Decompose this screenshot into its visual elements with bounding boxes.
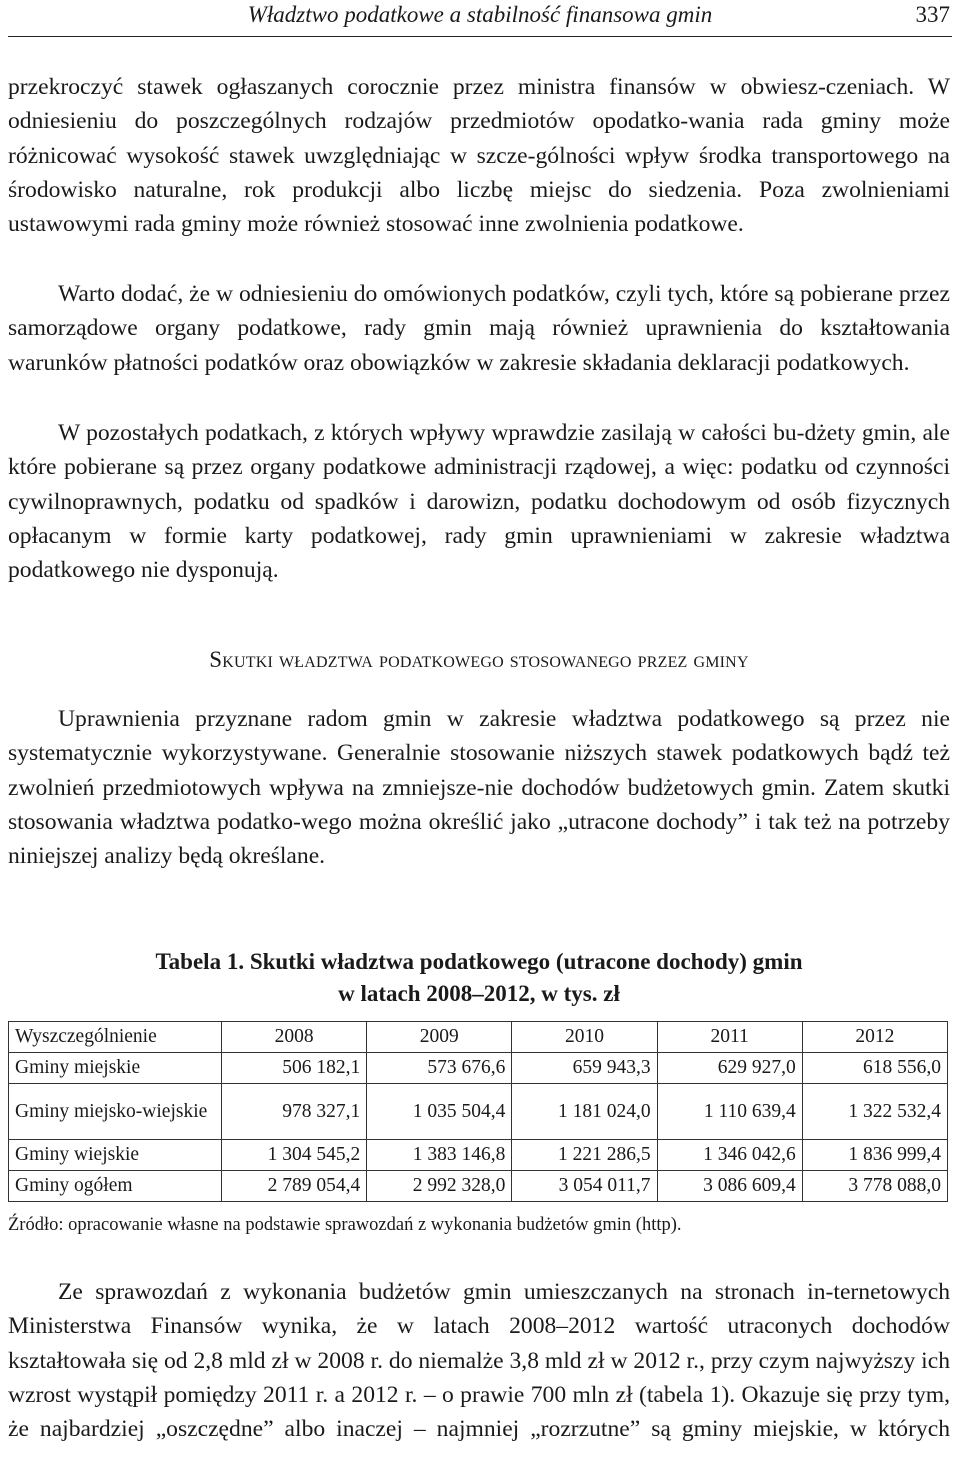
table-cell: 2 992 328,0 — [367, 1171, 512, 1202]
table-row — [9, 1084, 948, 1140]
header-cell: 2010 — [512, 1022, 657, 1053]
header-cell: 2011 — [657, 1022, 802, 1053]
header-cell: 2009 — [367, 1022, 512, 1053]
header-cell: 2012 — [802, 1022, 947, 1053]
table-cell: 618 556,0 — [802, 1053, 947, 1084]
table-cell: 1 346 042,6 — [657, 1140, 802, 1171]
table-cell: 2 789 054,4 — [222, 1171, 367, 1202]
table-cell: 1 383 146,8 — [367, 1140, 512, 1171]
table-caption — [8, 946, 950, 1010]
table-cell: 629 927,0 — [657, 1053, 802, 1084]
row-label: Gminy miejsko-wiejskie — [9, 1084, 222, 1140]
table-source-note: Źródło: opracowanie własne na podstawie sprawozdań z wykonania budżetów gmin (http). — [8, 1215, 682, 1235]
table-cell: 3 778 088,0 — [802, 1171, 947, 1202]
table-row — [9, 1140, 948, 1171]
table-row — [9, 1171, 948, 1202]
paragraph-1: przekroczyć stawek ogłaszanych corocznie przez ministra finansów w obwiesz-czeniach. W odniesieniu do poszczególnych rodzajów przedmiotów opodatko-wania rada gminy może różnicować wysokość stawek uwzględniając w szcze-gólności wpływ środka transportowego na środowisko naturalne, rok produkcji albo liczbę miejsc do siedzenia. Poza zwolnieniami ustawowymi rada gminy może również stosować inne zwolnienia podatkowe. — [8, 74, 950, 238]
page-number: 337 — [915, 2, 950, 27]
row-label: Gminy ogółem — [9, 1171, 222, 1202]
table-caption-line-1: Tabela 1. Skutki władztwa podatkowego (utracone dochody) gmin — [155, 949, 803, 974]
section-heading: Skutki władztwa podatkowego stosowanego przez gminy — [209, 647, 749, 672]
table-cell: 1 322 532,4 — [802, 1084, 947, 1140]
header-cell: Wyszczególnienie — [9, 1022, 222, 1053]
data-table — [8, 1021, 948, 1202]
table-cell: 1 110 639,4 — [657, 1084, 802, 1140]
table-cell: 978 327,1 — [222, 1084, 367, 1140]
table-cell: 1 221 286,5 — [512, 1140, 657, 1171]
table-caption-line-2: w latach 2008–2012, w tys. zł — [338, 981, 620, 1006]
table-row — [9, 1053, 948, 1084]
table-cell: 3 086 609,4 — [657, 1171, 802, 1202]
header-cell: 2008 — [222, 1022, 367, 1053]
table-cell: 573 676,6 — [367, 1053, 512, 1084]
table-cell: 1 836 999,4 — [802, 1140, 947, 1171]
table-cell: 659 943,3 — [512, 1053, 657, 1084]
paragraph-3: W pozostałych podatkach, z których wpływy wprawdzie zasilają w całości bu-dżety gmin, ale które pobierane są przez organy podatkowe administracji rządowej, a więc: podatku od czynności cywilnoprawnych, podatku od spadków i darowizn, podatku dochodowym od osób fizycznych opłacanym w formie karty podatkowej, rady gmin uprawnieniami w zakresie władztwa podatkowego nie dysponują. — [8, 420, 950, 584]
table-cell: 1 304 545,2 — [222, 1140, 367, 1171]
table-cell: 1 035 504,4 — [367, 1084, 512, 1140]
paragraph-5: Ze sprawozdań z wykonania budżetów gmin umieszczanych na stronach in-ternetowych Ministerstwa Finansów wynika, że w latach 2008–2012 wartość utraconych dochodów kształtowała się od 2,8 mld zł w 2008 r. do niemalże 3,8 mld zł w 2012 r., przy czym najwyższy ich wzrost wystąpił pomiędzy 2011 r. a 2012 r. – o prawie 700 mln zł (tabela 1). Okazuje się przy tym, że najbardziej „oszczędne” albo inaczej – najmniej „rozrzutne” są gminy miejskie, w których — [8, 1279, 950, 1443]
paragraph-2: Warto dodać, że w odniesieniu do omówionych podatków, czyli tych, które są pobierane przez samorządowe organy podatkowe, rady gmin mają również uprawnienia do kształtowania warunków płatności podatków oraz obowiązków w zakresie składania deklaracji podatkowych. — [8, 281, 950, 376]
row-label: Gminy miejskie — [9, 1053, 222, 1084]
table-header-row — [9, 1022, 948, 1053]
running-title: Władztwo podatkowe a stabilność finansowa gmin — [247, 2, 713, 27]
running-header — [8, 0, 952, 37]
row-label: Gminy wiejskie — [9, 1140, 222, 1171]
table-cell: 506 182,1 — [222, 1053, 367, 1084]
paragraph-4: Uprawnienia przyznane radom gmin w zakresie władztwa podatkowego są przez nie systematycznie wykorzystywane. Generalnie stosowanie niższych stawek podatkowych bądź też zwolnień przedmiotowych wpływa na zmniejsze-nie dochodów budżetowych gmin. Zatem skutki stosowania władztwa podatko-wego można określić jako „utracone dochody” i tak też na potrzeby niniejszej analizy będą określane. — [8, 706, 950, 870]
table-cell: 1 181 024,0 — [512, 1084, 657, 1140]
table-cell: 3 054 011,7 — [512, 1171, 657, 1202]
